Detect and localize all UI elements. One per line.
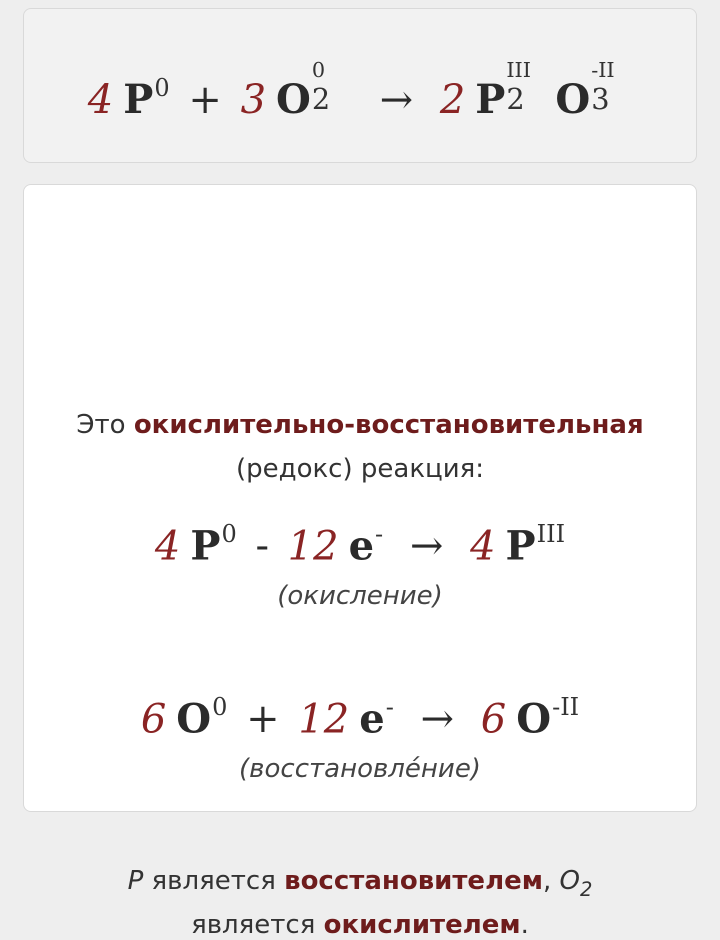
reducing-agent: P	[127, 866, 144, 896]
conclusion-line	[24, 866, 696, 901]
coefficient: 4	[154, 523, 181, 570]
oxidation-state: -II	[591, 58, 615, 83]
element-symbol: P	[190, 522, 221, 570]
arrow-icon: →	[379, 77, 414, 123]
conclusion-verb: является	[191, 910, 316, 940]
minus-sign: -	[255, 523, 269, 570]
oxidation-state: 0	[221, 520, 237, 548]
script-stack	[311, 58, 353, 117]
script-stack	[505, 58, 555, 117]
oxidation-state: III	[506, 58, 531, 83]
electron-charge: -	[385, 693, 394, 721]
oxidation-state: III	[536, 520, 566, 548]
equation-card	[23, 8, 697, 163]
coefficient: 4	[87, 77, 114, 123]
oxidation-half-reaction	[24, 520, 696, 570]
subscript: 3	[591, 82, 610, 117]
oxidation-state: 0	[311, 58, 326, 83]
subscript: 2	[506, 82, 525, 117]
explanation-card	[23, 184, 697, 940]
subscript: 2	[311, 82, 331, 117]
electron-charge: -	[375, 520, 384, 548]
coefficient: 3	[240, 77, 267, 123]
intro-line	[24, 410, 696, 440]
conclusion-verb: является	[151, 866, 276, 896]
coefficient: 12	[298, 696, 350, 743]
oxidizing-agent-symbol: O	[559, 866, 580, 896]
coefficient: 4	[470, 523, 496, 570]
coefficient: 12	[287, 523, 339, 570]
oxidation-state: 0	[212, 693, 228, 721]
period: .	[520, 910, 529, 940]
element-symbol: P	[123, 76, 154, 123]
electron-symbol: e	[359, 695, 385, 743]
conclusion-line-2	[24, 910, 696, 940]
arrow-icon: →	[409, 523, 444, 570]
reduction-label: (восстановле́ние)	[239, 754, 481, 784]
oxidation-state: -II	[552, 693, 580, 721]
oxidation-state: 0	[154, 73, 170, 102]
reduction-half-reaction	[24, 693, 696, 743]
oxidizing-agent-role: окислителем	[323, 910, 521, 940]
script-stack	[590, 58, 632, 117]
plus-sign: +	[246, 696, 280, 743]
arrow-icon: →	[420, 696, 455, 743]
element-symbol: O	[276, 76, 311, 123]
coefficient: 2	[439, 77, 466, 123]
reducing-agent-role: восстановителем	[284, 866, 543, 896]
intro-prefix: Это	[76, 410, 126, 440]
subscript: 2	[580, 877, 593, 901]
comma: ,	[543, 866, 552, 896]
element-symbol: P	[505, 522, 536, 570]
plus-sign: +	[188, 77, 222, 123]
intro-line-2: (редокс) реакция:	[235, 454, 485, 484]
electron-symbol: e	[348, 522, 375, 570]
element-symbol: O	[176, 695, 212, 743]
element-symbol: O	[555, 76, 591, 123]
coefficient: 6	[480, 696, 507, 743]
coefficient: 6	[140, 696, 167, 743]
reaction-type-highlight: окислительно-восстановительная	[133, 410, 644, 440]
element-symbol: O	[516, 695, 552, 743]
element-symbol: P	[475, 76, 506, 123]
overall-equation	[24, 58, 696, 123]
oxidizing-agent	[559, 866, 593, 901]
oxidation-label: (окисление)	[277, 581, 443, 611]
